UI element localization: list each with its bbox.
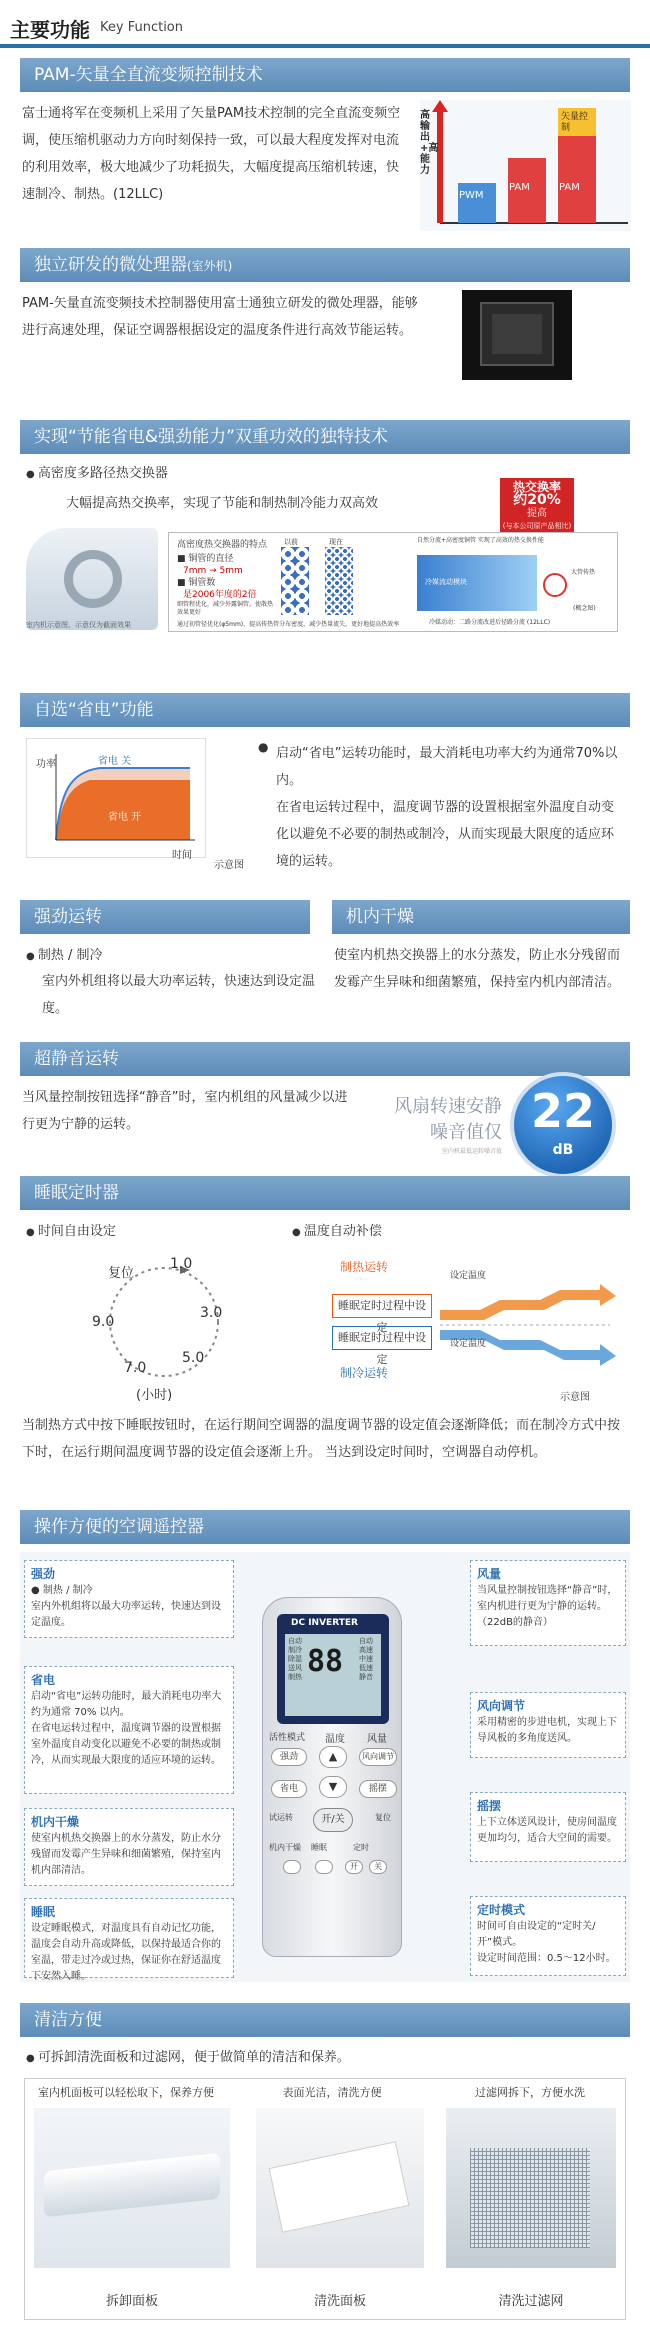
btn-sleep[interactable]: 睡眠 — [311, 1843, 327, 1852]
eco-y-label: 功率 — [36, 759, 56, 770]
remote-brand: DC INVERTER — [291, 1618, 358, 1628]
callout-eco — [24, 1666, 234, 1794]
remote-heading: 操作方便的空调遥控器 — [34, 1517, 204, 1537]
db-badge — [510, 1072, 616, 1178]
badge-sub: 提高 — [527, 508, 547, 519]
btn-temp-up[interactable]: ▲ — [319, 1746, 347, 1768]
callout-timer-l2: 设定时间范围：0.5～12小时。 — [477, 1953, 616, 1964]
tech-diagram — [168, 532, 618, 632]
temp-cool: 制冷运转 — [340, 1366, 389, 1380]
eco-on-label: 省电 开 — [108, 812, 142, 823]
section-tech — [20, 420, 630, 454]
eco-text-2: 在省电运转过程中，温度调节器的设置根据室外温度自动变化以避免不必要的制热或制冷，从而实现最大限度的适应环境的运转。 — [276, 800, 615, 869]
badge-value: 约20% — [513, 492, 561, 508]
callout-timer — [470, 1896, 626, 1976]
callout-eco-l2: 在省电运转过程中，温度调节器的设置根据室外温度自动变化以避免不必要的制热或制冷，从而实现最大限度的适应环境的运转。 — [31, 1723, 221, 1766]
quiet-slogan-2: 噪音值仅 — [430, 1122, 502, 1143]
callout-dry-l1: 使室内机热交换器上的水分蒸发，防止水分残留而发霉产生异味和细菌繁殖，保持室内机内部清洁。 — [31, 1833, 221, 1876]
pam-bar-label-2: PAM — [509, 182, 530, 193]
sleep-text: 当制热方式中按下睡眠按钮时，在运行期间空调器的温度调节器的设定值会逐渐降低；而在制冷方式中按下时，在运行期间温度调节器的设定值会逐渐上升。 当达到设定时间时，空调器自动停机。 — [22, 1418, 621, 1460]
pam-chart — [418, 98, 633, 233]
callout-swing-dir-l1: 采用精密的步进电机，实现上下导风板的多角度送风。 — [477, 1717, 617, 1744]
clock-value-3: 3.0 — [200, 1305, 223, 1321]
pam-axis-label: 高输出+高能力 — [420, 110, 439, 176]
pam-top-label: 矢量控制 — [561, 112, 589, 133]
diagram-line-5: 细管程优化，减少外露铜管，使散热效果更好 — [177, 601, 274, 616]
callout-powerful-l1: ● 制热 / 制冷 — [31, 1585, 93, 1596]
section-clean — [20, 2003, 630, 2037]
section-eco — [20, 693, 630, 727]
lcd-fan-2: 中速 — [359, 1655, 373, 1663]
pam-bar-3 — [558, 133, 596, 223]
clean-caption-1: 拆卸面板 — [105, 2294, 158, 2309]
clean-caption-2: 清洗面板 — [313, 2294, 366, 2309]
pam-heading: PAM-矢量全直流变频控制技术 — [34, 65, 263, 85]
remote-screen-frame — [277, 1614, 389, 1724]
lcd-fan-4: 静音 — [359, 1673, 373, 1681]
tech-caption-left: 室内机示意图，示意仅为截面效果 — [26, 621, 131, 629]
badge-note: (与本公司原产品相比) — [502, 522, 572, 530]
label-big-tube: 大管传热 — [571, 569, 596, 576]
remote-lcd — [285, 1634, 381, 1716]
clock-value-9: 9.0 — [92, 1314, 115, 1330]
callout-sleep-l1: 设定睡眠模式，对温度具有自动记忆功能，温度会自动升高或降低，以保持最适合你的室温，带走过冷或过热，保证你在舒适温度下安然入睡。 — [31, 1923, 221, 1982]
btn-timer[interactable]: 定时 — [353, 1843, 369, 1852]
callout-powerful — [24, 1560, 234, 1638]
section-remote — [20, 1510, 630, 1544]
sleep-bullet-1: ● 时间自由设定 — [26, 1218, 116, 1246]
eco-heading: 自选“省电”功能 — [34, 700, 154, 720]
callout-powerful-title: 强劲 — [31, 1567, 56, 1581]
clean-bullet: ● 可拆卸清洗面板和过滤网，便于做简单的清洁和保养。 — [26, 2044, 350, 2072]
powerful-text: 室内外机组将以最大功率运转，快速达到设定温度。 — [42, 974, 316, 1016]
heat-badge — [500, 478, 574, 536]
flow-module — [417, 555, 537, 611]
processor-text: PAM-矢量直流变频技术控制器使用富士通独立研发的微处理器，能够进行高速处理，保证空调器根据设定的温度条件进行高效节能运转。 — [22, 296, 418, 338]
callout-sleep-title: 睡眠 — [31, 1905, 56, 1919]
clean-caption-3: 清洗过滤网 — [498, 2294, 564, 2309]
section-processor — [20, 248, 630, 282]
diagram-line-4: 是2006年度的2倍 — [183, 590, 257, 600]
callout-swing-l1: 上下立体送风设计，使房间温度更加均匀，适合大空间的需要。 — [477, 1817, 617, 1844]
db-value: 22 — [530, 1084, 595, 1138]
eco-x-label: 时间 — [172, 850, 192, 861]
lcd-fan-3: 低速 — [359, 1664, 373, 1672]
btn-powerful[interactable]: 强劲 — [271, 1748, 307, 1766]
lcd-mode-4: 制热 — [288, 1673, 302, 1681]
section-dry — [332, 900, 630, 934]
label-natural: 自然分流+高密度铜管 实现了高效的热交换性能 — [417, 537, 544, 544]
pam-bar-1 — [458, 183, 496, 223]
btn-on-timer[interactable]: 开 — [345, 1860, 363, 1874]
clean-heading: 清洁方便 — [34, 2010, 102, 2030]
eco-text-1: 启动“省电”运转功能时，最大消耗电功率大约为通常70%以内。 — [276, 746, 618, 788]
clock-value-1: 1.0 — [170, 1256, 193, 1272]
btn-eco[interactable]: 省电 — [271, 1780, 307, 1798]
pam-bar-label-1: PWM — [459, 190, 484, 201]
lcd-fans — [359, 1637, 377, 1682]
callout-swing-dir — [470, 1692, 626, 1758]
db-unit: dB — [552, 1142, 574, 1158]
quiet-slogan-note: 室内机最低运转噪音值 — [441, 1148, 502, 1155]
clean-img-3 — [446, 2108, 616, 2268]
section-quiet — [20, 1042, 630, 1076]
callout-fan-title: 风量 — [477, 1567, 502, 1581]
processor-heading: 独立研发的微处理器 — [34, 255, 187, 275]
dry-heading: 机内干燥 — [346, 907, 414, 927]
callout-dry-title: 机内干燥 — [31, 1815, 80, 1829]
callout-timer-l1: 时间可自由设定的“定时关/开”模式。 — [477, 1921, 596, 1948]
btn-temp-down[interactable]: ▼ — [319, 1776, 347, 1798]
btn-dry-key[interactable] — [283, 1860, 301, 1874]
pam-text: 富士通将军在变频机上采用了矢量PAM技术控制的完全直流变频空调，使压缩机驱动力方向时刻保持一致，可以最大程度发挥对电流的利用效率，极大地减少了功耗损失，大幅度提高压缩机转速，快速制冷、制热。(12LLC) — [22, 106, 401, 202]
temp-heat: 制热运转 — [340, 1260, 389, 1274]
section-powerful — [20, 900, 310, 934]
label-divert: 冷媒动动：二路分流改进后径路分流 (12LLC) — [429, 619, 551, 626]
label-flow: 冷媒流动模块 — [425, 578, 467, 586]
powerful-heading: 强劲运转 — [34, 907, 102, 927]
pam-bar-label-3: PAM — [559, 182, 580, 193]
chip-image — [462, 290, 572, 380]
page-subtitle: Key Function — [100, 20, 183, 35]
lcd-fan-0: 自动 — [359, 1637, 373, 1645]
btn-temp-label: 温度 — [325, 1734, 345, 1745]
diagram-note: 通过初管径优化(φ5mm)，提高传热管分布密度，减少热量流失，更好地提高热效率 — [177, 621, 400, 628]
label-before: 以前 — [284, 538, 298, 546]
btn-activate-label: 活性模式 — [269, 1733, 306, 1743]
callout-eco-l1: 启动“省电”运转功能时，最大消耗电功率大约为通常 70% 以内。 — [31, 1691, 222, 1718]
page-title: 主要功能 — [10, 18, 90, 42]
label-now: 现在 — [329, 538, 343, 546]
sleep-bullet-2: ● 温度自动补偿 — [292, 1218, 382, 1246]
lcd-digits: 88 — [307, 1644, 344, 1679]
clean-img-1 — [34, 2108, 230, 2268]
remote-body — [262, 1597, 402, 1957]
clock-unit: (小时) — [136, 1388, 173, 1403]
lcd-modes — [288, 1637, 304, 1682]
callout-fan-l1: 当风量控制按钮选择“静音”时，室内机进行更为宁静的运转。（22dB的静音） — [477, 1585, 618, 1628]
tech-heading: 实现“节能省电&强劲能力”双重功效的独特技术 — [34, 427, 388, 447]
quiet-slogan-1: 风扇转速安静 — [394, 1096, 502, 1117]
quiet-heading: 超静音运转 — [34, 1049, 119, 1069]
clean-top-2: 表面光洁，清洗方便 — [282, 2086, 382, 2099]
callout-eco-title: 省电 — [31, 1673, 56, 1687]
lcd-mode-0: 自动 — [288, 1637, 302, 1645]
powerful-bullet: ● 制热 / 制冷 — [26, 942, 103, 970]
section-sleep — [20, 1176, 630, 1210]
diagram-line-2: 7mm → 5mm — [183, 566, 243, 576]
clean-top-1: 室内机面板可以轻松取下，保养方便 — [38, 2086, 214, 2099]
eco-off-label: 省电 关 — [98, 756, 132, 767]
tech-subline: 大幅提高热交换率，实现了节能和制热制冷能力双高效 — [66, 496, 379, 511]
temp-in-2: 睡眠定时过程中设定 — [332, 1326, 432, 1350]
tech-bullet: ● 高密度多路径热交换器 — [26, 460, 168, 488]
btn-onoff[interactable]: 开/关 — [313, 1808, 353, 1832]
lcd-mode-2: 除湿 — [288, 1655, 302, 1663]
btn-fan-label: 风量 — [367, 1734, 387, 1745]
temp-set-2: 设定温度 — [450, 1339, 487, 1349]
clean-top-3: 过滤网拆下，方便水洗 — [475, 2086, 585, 2099]
tube-before — [281, 547, 309, 615]
clock-value-5: 5.0 — [182, 1350, 205, 1366]
callout-dry — [24, 1808, 234, 1886]
callout-swing-dir-title: 风向调节 — [477, 1699, 526, 1713]
callout-swing — [470, 1792, 626, 1862]
lcd-fan-1: 高速 — [359, 1646, 373, 1654]
tube-now — [325, 547, 353, 615]
indoor-unit-image — [26, 528, 158, 630]
page-header — [0, 0, 650, 50]
quiet-text: 当风量控制按钮选择“静音”时，室内机组的风量减少以进行更为宁静的运转。 — [22, 1090, 348, 1132]
sleep-heading: 睡眠定时器 — [34, 1183, 119, 1203]
label-concept: (概念图) — [573, 605, 596, 612]
btn-off-timer[interactable]: 关 — [369, 1860, 387, 1874]
btn-reset[interactable]: 复位 — [375, 1813, 391, 1822]
callout-swing-title: 摇摆 — [477, 1799, 502, 1813]
clock-value-7: 7.0 — [124, 1360, 147, 1376]
processor-heading-small: (室外机) — [187, 259, 233, 273]
badge-title: 热交换率 — [512, 480, 561, 494]
callout-sleep — [24, 1898, 234, 1982]
clean-img-2 — [256, 2108, 424, 2268]
temp-caption: 示意图 — [560, 1392, 590, 1403]
temp-in-1: 睡眠定时过程中设定 — [332, 1294, 432, 1318]
header-rule — [0, 44, 650, 48]
temp-set-1: 设定温度 — [450, 1271, 487, 1281]
callout-fan — [470, 1560, 626, 1646]
lcd-mode-3: 送风 — [288, 1664, 302, 1672]
section-pam — [20, 58, 630, 92]
btn-sleep-key[interactable] — [315, 1860, 333, 1874]
temp-arrows — [440, 1270, 620, 1370]
btn-dry[interactable]: 机内干燥 — [269, 1843, 301, 1852]
btn-swing-dir[interactable]: 风向调节 — [359, 1748, 397, 1766]
eco-caption: 示意图 — [214, 860, 244, 871]
diagram-title: 高密度热交换器的特点 — [177, 540, 268, 550]
btn-test[interactable]: 试运转 — [269, 1813, 293, 1822]
clock-reset: 复位 — [108, 1266, 135, 1281]
btn-swing[interactable]: 摇摆 — [359, 1780, 397, 1798]
callout-timer-title: 定时模式 — [477, 1903, 526, 1917]
callout-powerful-l2: 室内外机组将以最大功率运转，快速达到设定温度。 — [31, 1601, 221, 1628]
diagram-line-3: ■ 铜管数 — [177, 578, 216, 588]
eco-chart — [40, 752, 200, 852]
tube-circle — [543, 573, 567, 597]
diagram-line-1: ■ 铜管的直径 — [177, 554, 234, 564]
dry-text: 使室内机热交换器上的水分蒸发，防止水分残留而发霉产生异味和细菌繁殖，保持室内机内部清洁。 — [334, 948, 621, 990]
lcd-mode-1: 制冷 — [288, 1646, 302, 1654]
